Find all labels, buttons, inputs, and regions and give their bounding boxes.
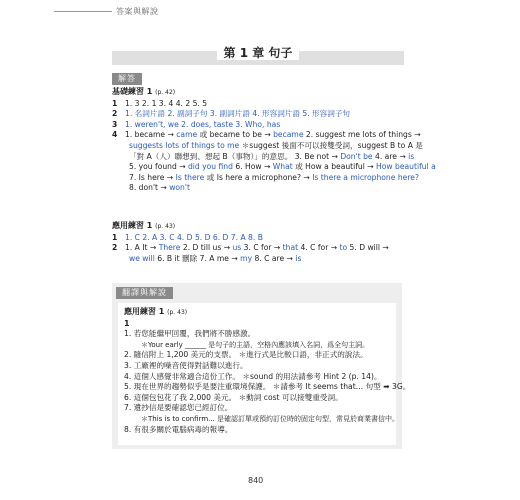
text-line	[112, 140, 423, 152]
answer-text: won't	[169, 183, 190, 193]
translation-tag: 翻譯與解說	[116, 287, 173, 299]
section-heading	[112, 221, 412, 233]
translation-block	[124, 307, 411, 435]
text-line	[112, 109, 412, 120]
item-number: 2	[112, 243, 118, 253]
line-text: 或 Is here a microphone? →	[204, 172, 313, 182]
section-page-ref: (p. 43)	[167, 309, 188, 316]
line-text: 2. D till us →	[180, 243, 233, 253]
section-heading-text: 應用練習 1	[124, 307, 165, 316]
text-line	[124, 393, 394, 404]
section-page-ref: (p. 43)	[155, 223, 176, 230]
translation-box	[118, 303, 411, 445]
line-text: 2. 隨信附上 1,200 美元的支票。 ＊進行式是比較口語，非正式的說法。	[124, 350, 368, 360]
item-number: 1	[112, 232, 118, 242]
section-heading-text: 基礎練習 1	[112, 87, 153, 96]
line-text: 7. Is here →	[129, 172, 176, 182]
question-number: 1	[124, 318, 130, 328]
basic-practice-1	[112, 87, 436, 194]
translation-panel	[112, 283, 411, 449]
answer-text: to	[339, 243, 348, 253]
answer-text: became	[273, 130, 304, 140]
line-text: 7. 遺抄信是要確認您已經訂位。	[124, 403, 233, 413]
chapter-title	[112, 44, 404, 61]
text-line	[124, 403, 394, 414]
answer-text: 1. 名詞片語 2. 副詞子句 3. 副詞片語 4. 形容詞片語 5. 形容詞子句	[125, 109, 351, 119]
chapter-title-text: 第 1 章 句子	[217, 46, 300, 60]
line-text: 4. are →	[372, 151, 409, 161]
line-text: 8. 有很多關於電腦病毒的報導。	[124, 424, 233, 434]
note-text: ＊This is to confirm... 是確認訂單或預約訂位時的固定句型，常見於商業書信中。	[141, 414, 400, 423]
text-line	[124, 340, 394, 351]
applied-practice-1	[112, 221, 412, 264]
text-line	[124, 361, 394, 372]
line-text: ＊suggest 後面不可以接雙受詞，suggest B to A 是	[239, 140, 423, 150]
text-line	[124, 414, 400, 425]
line-text: 4. 這個人感覺非常適合這份工作。 ＊sound 的用法請參考 Hint 2 (p. 14)。	[124, 371, 382, 381]
line-text: 3. 工廠裡的噪音使得對話難以進行。	[124, 360, 248, 370]
text-line	[124, 425, 394, 436]
answer-text: my	[240, 253, 253, 263]
answer-text: What	[272, 162, 293, 172]
answer-text: us	[232, 243, 242, 253]
line-text: 6. How →	[232, 162, 273, 172]
translation-rows	[124, 329, 411, 435]
answer-text: Is there a microphone here?	[312, 172, 419, 182]
item-number: 2	[112, 109, 118, 119]
line-text: 或 became to be →	[197, 130, 274, 140]
answer-text: Is there	[175, 172, 205, 182]
line-text: 「對 A（人）聯想到、想起 B（事物）」的意思。 3. Be not →	[129, 151, 341, 161]
line-text: 6. B it 刪除 7. A me →	[154, 253, 241, 263]
answer-rows	[112, 233, 412, 265]
line-text: 1. became →	[125, 130, 177, 140]
text-line	[112, 120, 412, 131]
line-text: 1. 若您能繼甲回覆，我們將不勝感激。	[124, 329, 256, 339]
answer-text: How beautiful a	[376, 162, 436, 172]
line-text: 5. you found →	[129, 162, 188, 172]
item-number: 3	[112, 119, 118, 129]
header-rule	[54, 11, 112, 12]
item-number: 1	[112, 98, 118, 108]
text-line	[112, 172, 419, 184]
text-line	[112, 243, 412, 254]
answer-rows	[112, 98, 436, 194]
line-text: 1. 3 2. 1 3. 4 4. 2 5. 5	[125, 98, 208, 108]
text-line	[124, 350, 394, 361]
line-text: 3. C for →	[241, 243, 283, 253]
answer-text: did you find	[187, 162, 233, 172]
answer-text: Don't be	[340, 151, 373, 161]
line-text: 2. suggest me lots of things →	[303, 130, 421, 140]
text-line	[112, 254, 412, 265]
line-text: 5. D will →	[347, 243, 389, 253]
text-line	[124, 372, 394, 383]
answers-tag: 解答	[112, 73, 142, 85]
running-header: 答案與解說	[116, 7, 159, 16]
text-line	[112, 233, 412, 244]
answer-text: suggests lots of things to me	[129, 140, 240, 150]
text-line	[124, 329, 394, 340]
text-line	[124, 382, 411, 393]
line-text: 8. C are →	[252, 253, 296, 263]
text-line	[112, 151, 415, 163]
line-text: 6. 這個包包花了我 2,000 美元。 ＊動詞 cost 可以接雙重受詞。	[124, 392, 343, 402]
line-text: 4. C for →	[298, 243, 340, 253]
line-text: 1. A It →	[125, 243, 159, 253]
item-number: 4	[112, 130, 118, 140]
text-line	[112, 183, 412, 194]
section-heading	[124, 307, 394, 319]
text-line	[112, 162, 436, 173]
text-line	[112, 130, 421, 141]
answer-text: is	[295, 253, 302, 263]
answer-text: There	[158, 243, 181, 253]
page-number: 840	[248, 476, 264, 485]
answer-text: 1. C 2. A 3. C 4. D 5. D 6. D 7. A 8. B	[125, 232, 263, 242]
line-text: 5. 現在世界的趨勢似乎是要注重環境保護。 ＊請參考 It seems that… 句型 ➡ 3G。	[124, 382, 411, 392]
section-heading	[112, 87, 412, 99]
answer-text: 1. weren't, we 2. does, taste 3. Who, has	[125, 119, 281, 129]
section-page-ref: (p. 42)	[155, 89, 176, 96]
answer-text: is	[408, 151, 415, 161]
answer-text: that	[282, 243, 299, 253]
line-text: 8. don't →	[129, 183, 170, 193]
answer-text: we will	[129, 253, 155, 263]
section-heading-text: 應用練習 1	[112, 221, 153, 230]
text-line	[112, 99, 412, 110]
answer-text: came	[176, 130, 198, 140]
line-text: 或 How a beautiful →	[292, 162, 377, 172]
note-text: ＊Your early ______ 是句子的主語，空格內應該填入名詞，爲全句主詞。	[141, 340, 370, 349]
